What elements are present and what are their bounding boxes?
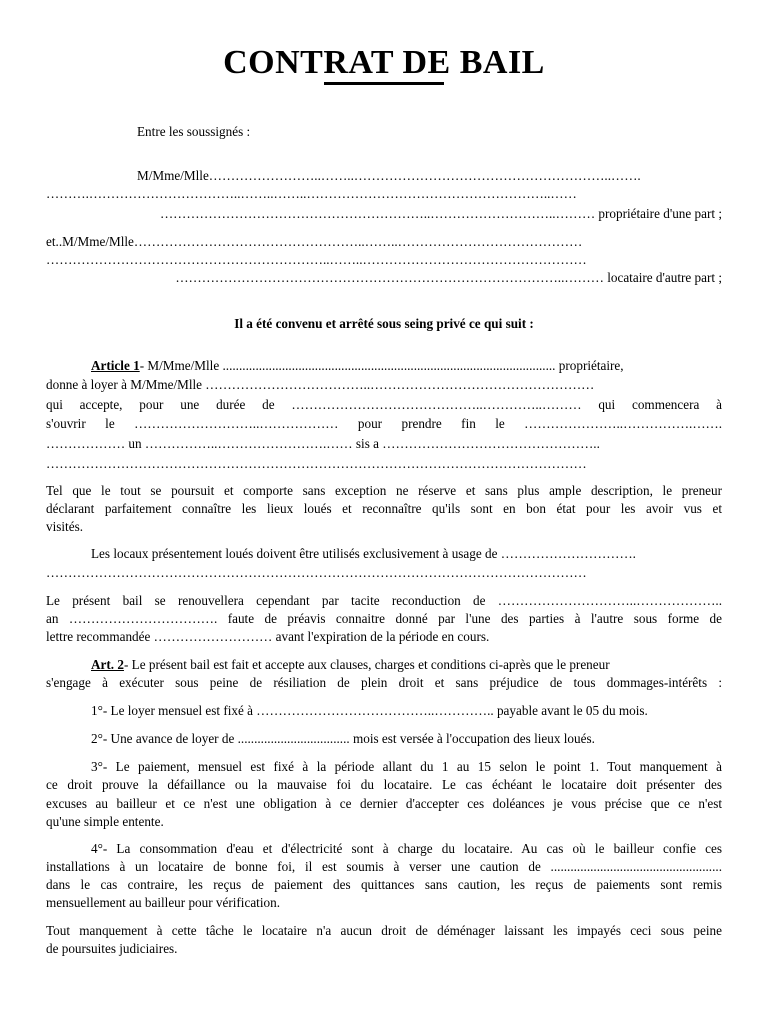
renewal-line-1: Le présent bail se renouvellera cependant par tacite reconduction de …………………………..……………….. xyxy=(46,593,722,608)
article-2-line-2: s'engage à exécuter sous peine de résiliation de plein droit et sans préjudice de tous dommages-intérêts : xyxy=(46,675,722,690)
article-1-line-3: qui accepte, pour une durée de ……………………………………..…………..……… qui commencera à xyxy=(46,397,722,412)
article-2-label: Art. 2 xyxy=(91,657,124,672)
document-title: CONTRAT DE BAIL xyxy=(223,44,545,81)
clause-3-line-1: 3°- Le paiement, mensuel est fixé à la période allant du 1 au 15 selon le point 1. Tout manquement à xyxy=(91,759,722,774)
intro-line-3: ……….……………………………..……..……..………………………………………………..…… xyxy=(46,186,577,201)
clause-4-line-1: 4°- La consommation d'eau et d'électricité sont à charge du locataire. Au cas où le bailleur confie ces xyxy=(91,841,722,856)
article-1-line-5: ……………… un ……………..…………………….…… sis a ………………………………………….. xyxy=(46,436,600,451)
renewal-line-3: lettre recommandée ……………………… avant l'expiration de la période en cours. xyxy=(46,629,490,644)
agreement-heading: Il a été convenu et arrêté sous seing privé ce qui suit : xyxy=(234,316,534,331)
intro-line-4: ……………………………………………………..………………………..……… propriétaire d'une part ; xyxy=(159,206,722,221)
description-line-1: Tel que le tout se poursuit et comporte sans exception ne réserve et sans plus ample description, le preneur xyxy=(46,483,722,498)
usage-line-2: …………………………………………………………………………………………………………… xyxy=(46,565,587,580)
final-line-2: de poursuites judiciaires. xyxy=(46,941,178,956)
clause-1: 1°- Le loyer mensuel est fixé à …………………………………..………….. payable avant le 05 du mois. xyxy=(91,703,648,718)
clause-4-line-2: installations à un locataire de bonne foi, il est soumis à verser une caution de .................................................... xyxy=(46,859,722,874)
usage-line-1: Les locaux présentement loués doivent être utilisés exclusivement à usage de …………………………. xyxy=(91,546,636,561)
description-line-2: déclarant parfaitement connaître les lieux loués et reconnaître qu'ils sont en bon état pour les avoir vus et xyxy=(46,501,722,516)
clause-3-line-3: excuses au bailleur et ce n'est une obligation à ce dernier d'accepter ces doléances je vous précise que ce n'est xyxy=(46,796,722,811)
intro-line-5: et..M/Mme/Mlle……………………………………………..……..…………………………………… xyxy=(46,234,583,249)
renewal-line-2: an ……………………………. faute de préavis connaitre donné par l'une des parties à l'autre sous forme de xyxy=(46,611,722,626)
clause-4-line-3: dans le cas contraire, les reçus de paiement des quittances sans caution, les reçus de paiements sont remis xyxy=(46,877,722,892)
article-1-first-line xyxy=(91,358,722,374)
article-1-line-4: s'ouvrir le ………………………..……………… pour prendre fin le …………………..…………….……. xyxy=(46,416,722,431)
title-underline xyxy=(324,82,444,85)
clause-3-line-4: qu'une simple entente. xyxy=(46,814,164,829)
article-1-label: Article 1 xyxy=(91,358,140,373)
intro-line-2: M/Mme/Mlle……………………..……..…………………………………………………..……. xyxy=(137,168,641,183)
intro-line-7: ……………………………………………………………………………..……… locataire d'autre part ; xyxy=(175,270,722,285)
clause-2: 2°- Une avance de loyer de .................................. mois est versée à l'occupation des lieux loués. xyxy=(91,731,595,746)
final-line-1: Tout manquement à cette tâche le locataire n'a aucun droit de déménager laissant les impayés ceci sous peine xyxy=(46,923,722,938)
article-1-line-2: donne à loyer à M/Mme/Mlle ………………………………..…………………………………………… xyxy=(46,377,595,392)
article-2-first-line xyxy=(91,657,722,673)
article-1-line-6: …………………………………………………………………………………………………………… xyxy=(46,456,587,471)
description-line-3: visités. xyxy=(46,519,83,534)
intro-line-1: Entre les soussignés : xyxy=(137,124,251,139)
article-2-line-1: - Le présent bail est fait et accepte aux clauses, charges et conditions ci-après que le preneur xyxy=(123,657,610,672)
clause-3-line-2: ce droit prouve la défaillance ou la mauvaise foi du locataire. Le cas échéant le locataire doit présenter des xyxy=(46,777,722,792)
intro-line-6: ………………………………………………………..……..…………………………………………… xyxy=(46,252,587,267)
article-1-line-1: - M/Mme/Mlle ..................................................................................................... propriétaire, xyxy=(139,358,624,373)
clause-4-line-4: mensuellement au bailleur pour vérification. xyxy=(46,895,280,910)
